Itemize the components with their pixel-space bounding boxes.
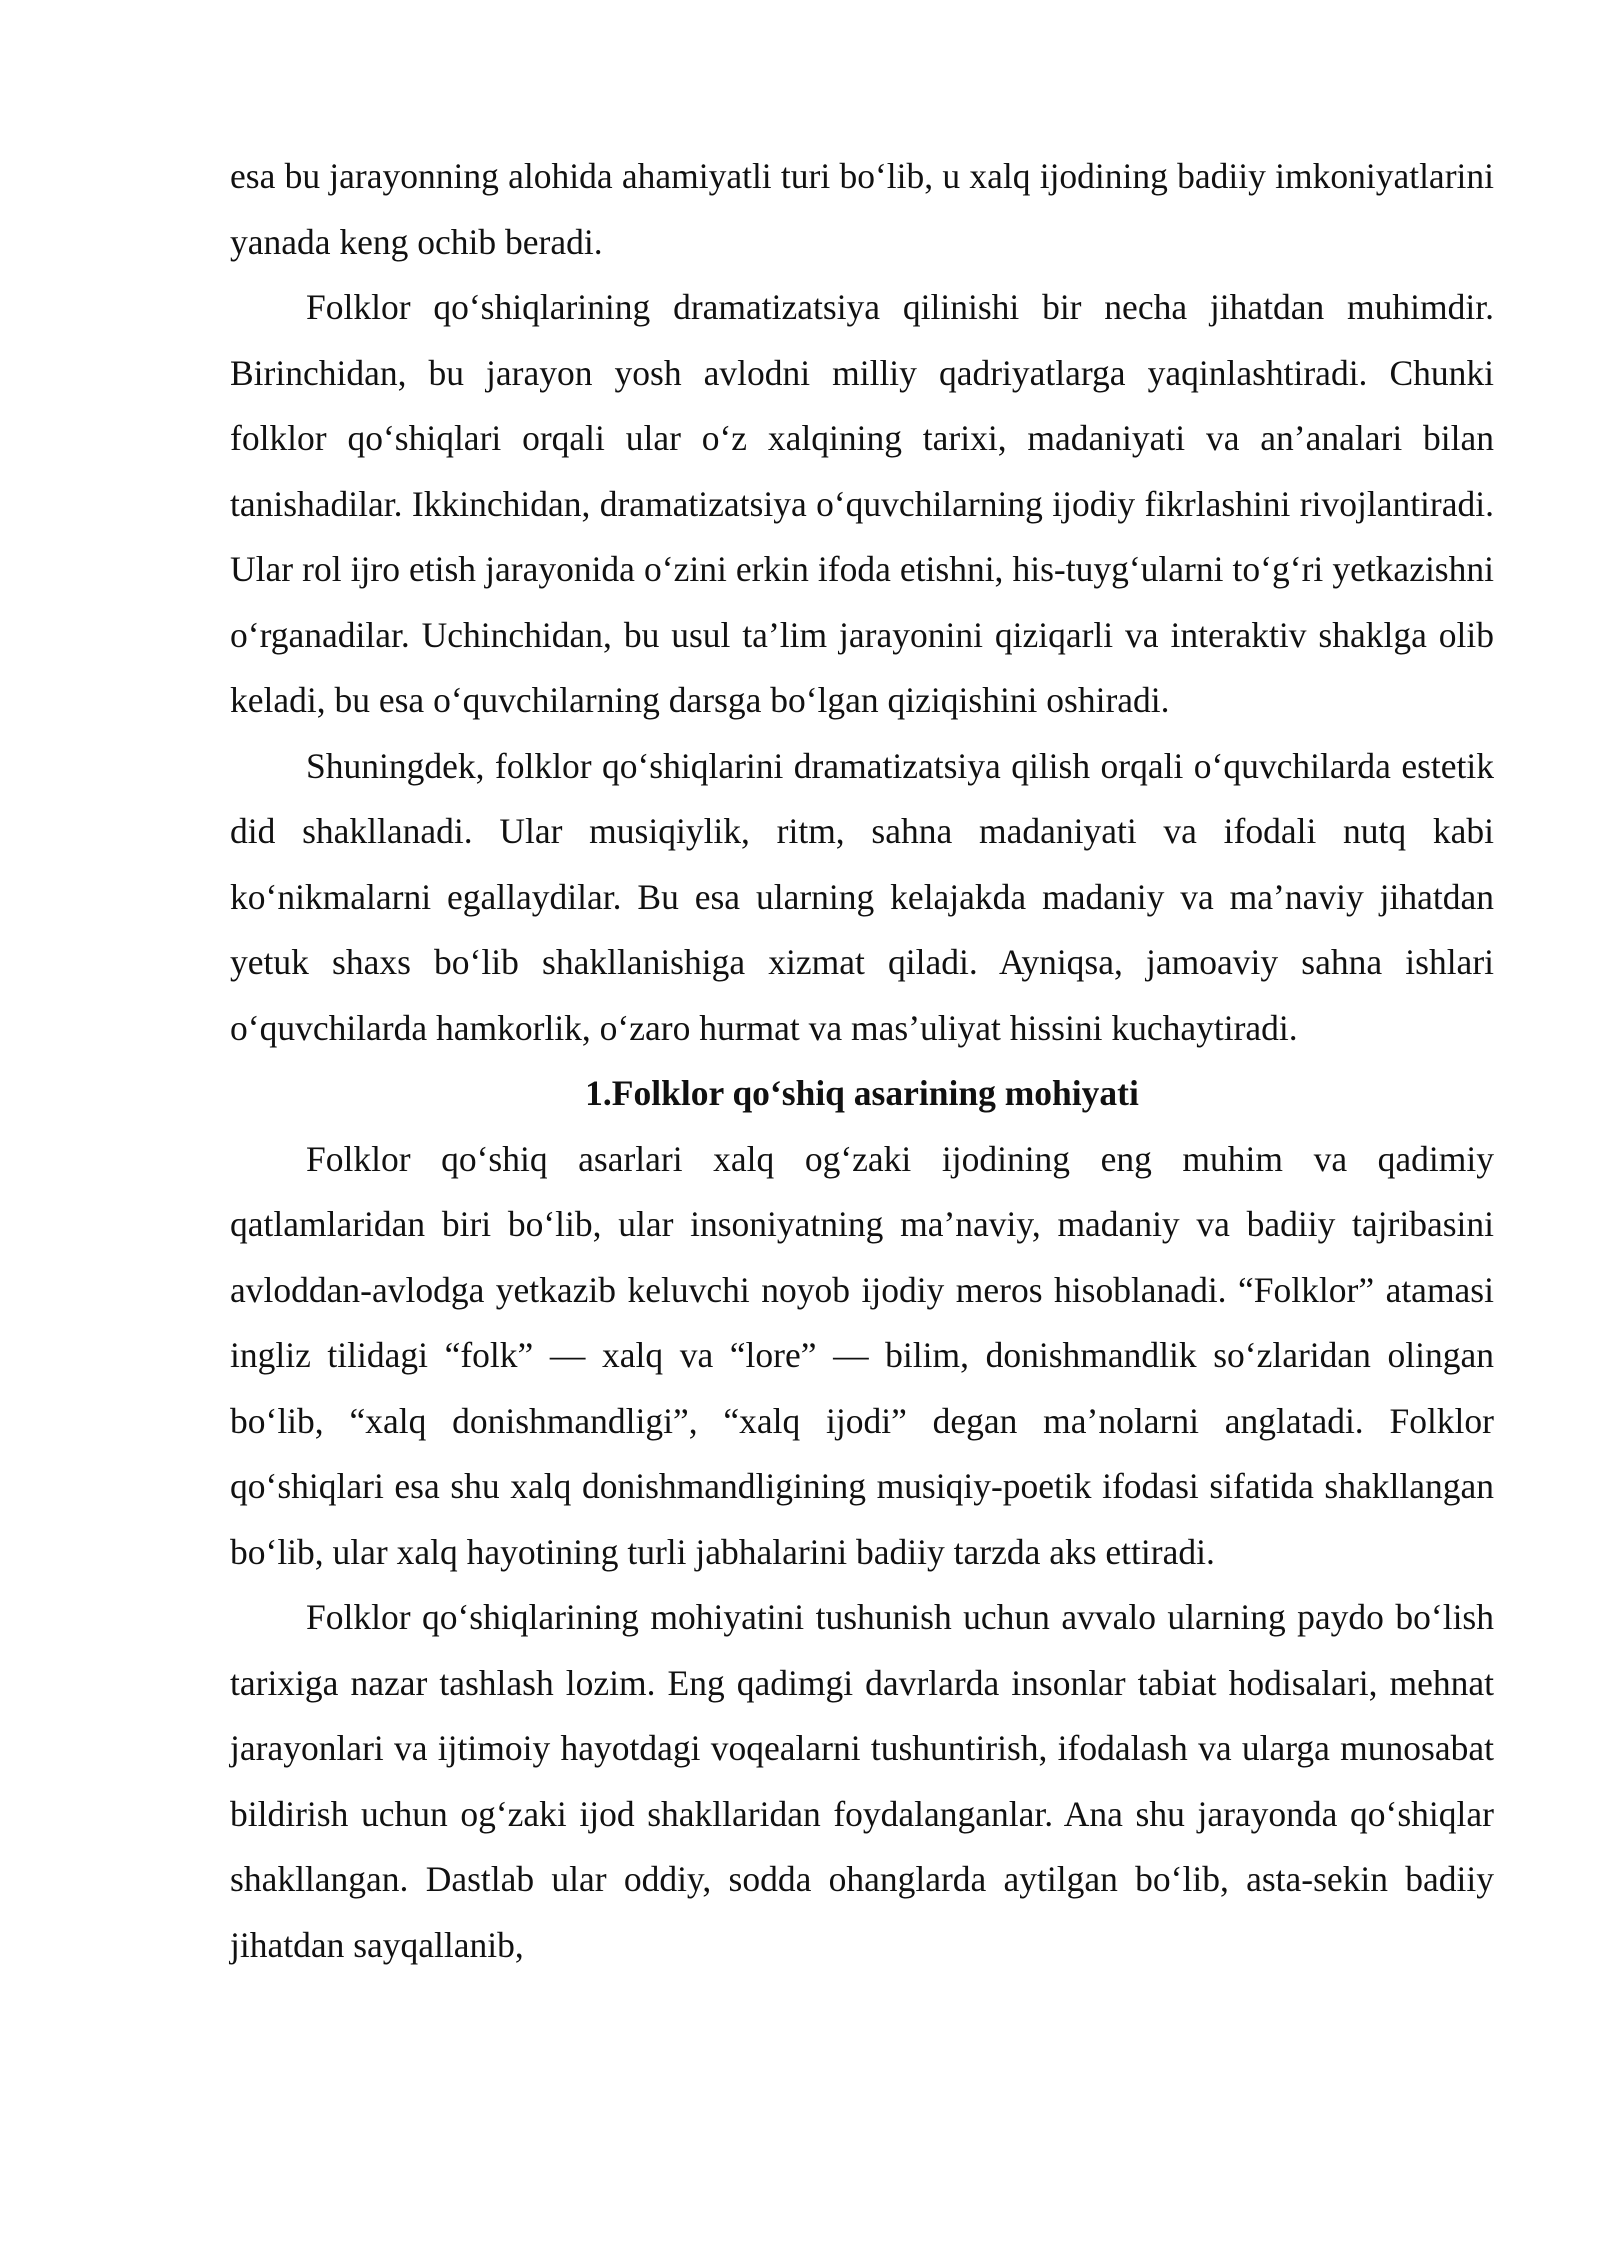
section-heading: 1.Folklor qo‘shiq asarining mohiyati — [585, 1073, 1139, 1113]
document-body — [230, 144, 1494, 1978]
paragraph-folklore-definition: Folklor qo‘shiq asarlari xalq og‘zaki ijodining eng muhim va qadimiy qatlamlaridan biri bo‘lib, ular insoniyatning ma’naviy, madaniy va badiiy tajribasini avloddan-avlodga yetkazib keluvchi noyob ijodiy meros hisoblanadi. “Folklor” atamasi ingliz tilidagi “folk” — xalq va “lore” — bilim, donishmandlik so‘zlaridan olingan bo‘lib, “xalq donishmandligi”, “xalq ijodi” degan ma’nolarni anglatadi. Folklor qo‘shiqlari esa shu xalq donishmandligining musiqiy-poetik ifodasi sifatida shakllangan bo‘lib, ular xalq hayotining turli jabhalarini badiiy tarzda aks ettiradi. — [230, 1138, 1494, 1572]
paragraph-dramatization-importance: Folklor qo‘shiqlarining dramatizatsiya qilinishi bir necha jihatdan muhimdir. Birinchidan, bu jarayon yosh avlodni milliy qadriyatlarga yaqinlashtiradi. Chunki folklor qo‘shiqlari orqali ular o‘z xalqining tarixi, madaniyati va an’analari bilan tanishadilar. Ikkinchidan, dramatizatsiya o‘quvchilarning ijodiy fikrlashini rivojlantiradi. Ular rol ijro etish jarayonida o‘zini erkin ifoda etishni, his-tuyg‘ularni to‘g‘ri yetkazishni o‘rganadilar. Uchinchidan, bu usul ta’lim jarayonini qiziqarli va interaktiv shaklga olib keladi, bu esa o‘quvchilarning darsga bo‘lgan qiziqishini oshiradi. — [230, 287, 1494, 720]
paragraph-continuation: esa bu jarayonning alohida ahamiyatli turi bo‘lib, u xalq ijodining badiiy imkoniyatlarini yanada keng ochib beradi. — [230, 156, 1494, 262]
paragraph-aesthetic-taste: Shuningdek, folklor qo‘shiqlarini dramatizatsiya qilish orqali o‘quvchilarda estetik did shakllanadi. Ular musiqiylik, ritm, sahna madaniyati va ifodali nutq kabi ko‘nikmalarni egallaydilar. Bu esa ularning kelajakda madaniy va ma’naviy jihatdan yetuk shaxs bo‘lib shakllanishiga xizmat qiladi. Ayniqsa, jamoaviy sahna ishlari o‘quvchilarda hamkorlik, o‘zaro hurmat va mas’uliyat hissini kuchaytiradi. — [230, 745, 1494, 1048]
paragraph-folklore-origin: Folklor qo‘shiqlarining mohiyatini tushunish uchun avvalo ularning paydo bo‘lish tarixiga nazar tashlash lozim. Eng qadimgi davrlarda insonlar tabiat hodisalari, mehnat jarayonlari va ijtimoiy hayotdagi voqealarni tushuntirish, ifodalash va ularga munosabat bildirish uchun og‘zaki ijod shakllaridan foydalanganlar. Ana shu jarayonda qo‘shiqlar shakllangan. Dastlab ular oddiy, sodda ohanglarda aytilgan bo‘lib, asta-sekin badiiy jihatdan sayqallanib, — [230, 1597, 1494, 1965]
